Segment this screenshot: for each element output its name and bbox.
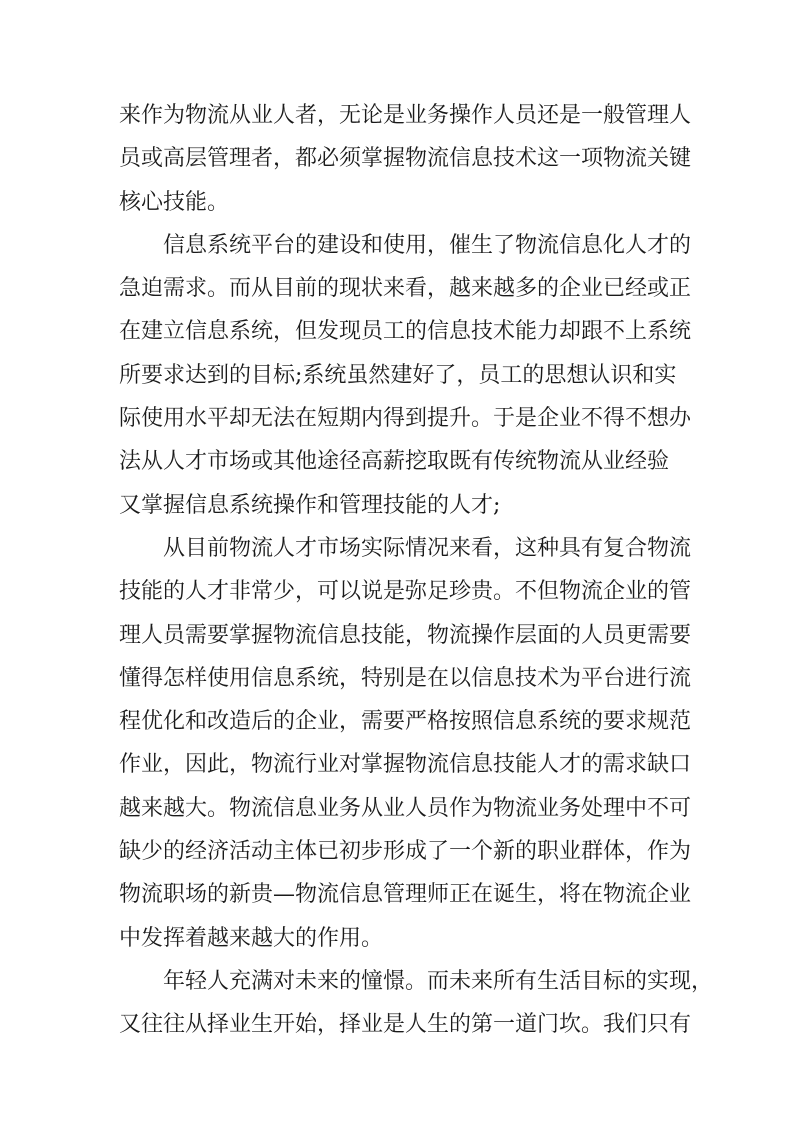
text-line: 际使用水平却无法在短期内得到提升。于是企业不得不想办 — [119, 406, 692, 432]
text-line: 来作为物流从业人者，无论是业务操作人员还是一般管理人 — [119, 103, 692, 128]
text-line: 急迫需求。而从目前的现状来看，越来越多的企业已经或正 — [119, 276, 692, 302]
text-line: 所要求达到的目标;系统虽然建好了，员工的思想认识和实 — [119, 362, 677, 388]
text-line: 核心技能。 — [119, 189, 230, 215]
body-text — [119, 94, 714, 1047]
text-line: 作业，因此，物流行业对掌握物流信息技能人才的需求缺口 — [119, 752, 692, 778]
text-line: 物流职场的新贵—物流信息管理师正在诞生，将在物流企业 — [119, 882, 692, 908]
text-line: 理人员需要掌握物流信息技能，物流操作层面的人员更需要 — [119, 622, 692, 648]
text-line: 从目前物流人才市场实际情况来看，这种具有复合物流 — [119, 535, 692, 561]
text-line: 年轻人充满对未来的憧憬。而未来所有生活目标的实现， — [119, 968, 714, 994]
text-line: 又掌握信息系统操作和管理技能的人才; — [119, 492, 501, 518]
text-line: 法从人才市场或其他途径高薪挖取既有传统物流从业经验 — [119, 449, 670, 475]
text-line: 信息系统平台的建设和使用，催生了物流信息化人才的 — [119, 232, 692, 258]
text-line: 越来越大。物流信息业务从业人员作为物流业务处理中不可 — [119, 795, 692, 821]
text-line: 缺少的经济活动主体已初步形成了一个新的职业群体，作为 — [119, 839, 692, 865]
text-line: 程优化和改造后的企业，需要严格按照信息系统的要求规范 — [119, 709, 692, 735]
text-line: 又往往从择业生开始，择业是人生的第一道门坎。我们只有 — [119, 1012, 692, 1038]
text-line: 中发挥着越来越大的作用。 — [119, 925, 384, 951]
text-line: 在建立信息系统，但发现员工的信息技术能力却跟不上系统 — [119, 319, 692, 345]
text-line: 员或高层管理者，都必须掌握物流信息技术这一项物流关键 — [119, 146, 692, 172]
text-line: 懂得怎样使用信息系统，特别是在以信息技术为平台进行流 — [119, 665, 692, 691]
text-line: 技能的人才非常少，可以说是弥足珍贵。不但物流企业的管 — [119, 579, 692, 605]
